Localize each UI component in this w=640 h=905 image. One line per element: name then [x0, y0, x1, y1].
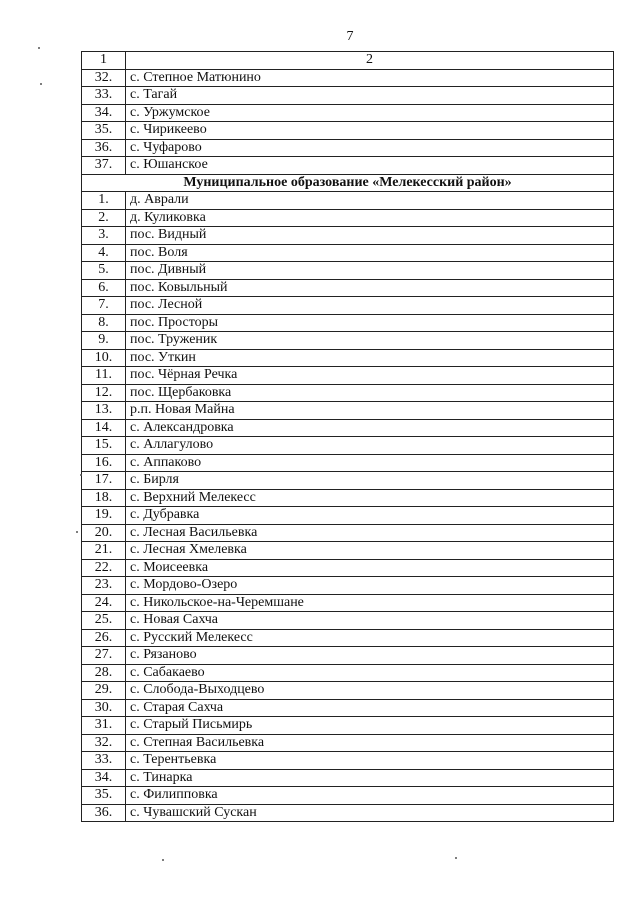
table-row	[82, 87, 614, 105]
row-number: 34.	[82, 104, 126, 122]
row-number: 20.	[82, 524, 126, 542]
row-number: 3.	[82, 227, 126, 245]
table-row	[82, 647, 614, 665]
row-number: 33.	[82, 87, 126, 105]
table-row	[82, 139, 614, 157]
settlement-name: с. Бирля	[126, 472, 614, 490]
settlement-name: пос. Уткин	[126, 349, 614, 367]
table-row	[82, 437, 614, 455]
settlement-name: с. Аллагулово	[126, 437, 614, 455]
table-row	[82, 419, 614, 437]
row-number: 34.	[82, 769, 126, 787]
settlement-name: пос. Воля	[126, 244, 614, 262]
row-number: 4.	[82, 244, 126, 262]
settlement-name: с. Уржумское	[126, 104, 614, 122]
table-row	[82, 612, 614, 630]
settlement-name: с. Верхний Мелекесс	[126, 489, 614, 507]
table-row	[82, 594, 614, 612]
row-number: 23.	[82, 577, 126, 595]
settlement-name: пос. Чёрная Речка	[126, 367, 614, 385]
table-row	[82, 507, 614, 525]
settlement-name: с. Русский Мелекесс	[126, 629, 614, 647]
row-number: 32.	[82, 734, 126, 752]
table-row	[82, 262, 614, 280]
settlement-name: пос. Просторы	[126, 314, 614, 332]
table-row	[82, 157, 614, 175]
settlement-name: с. Чуфарово	[126, 139, 614, 157]
row-number: 22.	[82, 559, 126, 577]
table-row	[82, 314, 614, 332]
row-number: 36.	[82, 139, 126, 157]
row-number: 28.	[82, 664, 126, 682]
settlement-name: пос. Видный	[126, 227, 614, 245]
settlement-name: пос. Ковыльный	[126, 279, 614, 297]
settlement-name: с. Аппаково	[126, 454, 614, 472]
settlement-name: с. Терентьевка	[126, 752, 614, 770]
page-number: 7	[346, 29, 354, 44]
table-row	[82, 279, 614, 297]
row-number: 18.	[82, 489, 126, 507]
settlement-name: с. Сабакаево	[126, 664, 614, 682]
table-row	[82, 559, 614, 577]
settlement-name: с. Слобода-Выходцево	[126, 682, 614, 700]
row-number: 17.	[82, 472, 126, 490]
row-number: 13.	[82, 402, 126, 420]
table-row	[82, 384, 614, 402]
header-col-number: 1	[82, 52, 126, 70]
table-row	[82, 664, 614, 682]
settlement-name: с. Степное Матюнино	[126, 69, 614, 87]
row-number: 27.	[82, 647, 126, 665]
settlements-table-body	[82, 52, 614, 822]
scan-speck	[38, 47, 40, 49]
settlement-name: пос. Дивный	[126, 262, 614, 280]
row-number: 31.	[82, 717, 126, 735]
row-number: 14.	[82, 419, 126, 437]
settlement-name: с. Дубравка	[126, 507, 614, 525]
table-row	[82, 804, 614, 822]
section-heading-row	[82, 174, 614, 192]
table-row	[82, 542, 614, 560]
row-number: 2.	[82, 209, 126, 227]
settlement-name: с. Рязаново	[126, 647, 614, 665]
row-number: 15.	[82, 437, 126, 455]
settlement-name: с. Тинарка	[126, 769, 614, 787]
settlement-name: с. Степная Васильевка	[126, 734, 614, 752]
scan-speck	[162, 859, 164, 861]
scan-speck	[40, 83, 42, 85]
row-number: 19.	[82, 507, 126, 525]
table-row	[82, 699, 614, 717]
table-row	[82, 489, 614, 507]
settlement-name: с. Моисеевка	[126, 559, 614, 577]
table-row	[82, 367, 614, 385]
table-row	[82, 244, 614, 262]
row-number: 1.	[82, 192, 126, 210]
table-row	[82, 717, 614, 735]
table-row	[82, 227, 614, 245]
settlement-name: с. Чирикеево	[126, 122, 614, 140]
row-number: 24.	[82, 594, 126, 612]
table-row	[82, 734, 614, 752]
settlement-name: пос. Лесной	[126, 297, 614, 315]
section-heading: Муниципальное образование «Мелекесский район»	[82, 174, 614, 192]
row-number: 10.	[82, 349, 126, 367]
table-row	[82, 297, 614, 315]
row-number: 6.	[82, 279, 126, 297]
table-row	[82, 69, 614, 87]
row-number: 30.	[82, 699, 126, 717]
table-row	[82, 472, 614, 490]
row-number: 11.	[82, 367, 126, 385]
table-row	[82, 682, 614, 700]
table-row	[82, 402, 614, 420]
row-number: 35.	[82, 122, 126, 140]
row-number: 9.	[82, 332, 126, 350]
settlement-name: д. Аврали	[126, 192, 614, 210]
settlement-name: с. Александровка	[126, 419, 614, 437]
table-row	[82, 629, 614, 647]
row-number: 7.	[82, 297, 126, 315]
row-number: 16.	[82, 454, 126, 472]
table-row	[82, 192, 614, 210]
row-number: 29.	[82, 682, 126, 700]
settlement-name: с. Юшанское	[126, 157, 614, 175]
row-number: 36.	[82, 804, 126, 822]
table-row	[82, 104, 614, 122]
row-number: 12.	[82, 384, 126, 402]
table-row	[82, 209, 614, 227]
settlement-name: с. Лесная Васильевка	[126, 524, 614, 542]
table-row	[82, 524, 614, 542]
scan-speck	[455, 857, 457, 859]
settlement-name: с. Никольское-на-Черемшане	[126, 594, 614, 612]
settlement-name: с. Старая Сахча	[126, 699, 614, 717]
row-number: 5.	[82, 262, 126, 280]
settlement-name: д. Куликовка	[126, 209, 614, 227]
row-number: 33.	[82, 752, 126, 770]
table-header-row	[82, 52, 614, 70]
settlement-name: пос. Труженик	[126, 332, 614, 350]
settlement-name: с. Старый Письмирь	[126, 717, 614, 735]
row-number: 21.	[82, 542, 126, 560]
row-number: 32.	[82, 69, 126, 87]
settlements-table	[81, 51, 614, 822]
table-row	[82, 769, 614, 787]
settlement-name: с. Филипповка	[126, 787, 614, 805]
settlement-name: с. Мордово-Озеро	[126, 577, 614, 595]
row-number: 26.	[82, 629, 126, 647]
table-row	[82, 577, 614, 595]
settlement-name: р.п. Новая Майна	[126, 402, 614, 420]
settlement-name: с. Новая Сахча	[126, 612, 614, 630]
scan-speck	[80, 474, 82, 476]
header-col-name: 2	[126, 52, 614, 70]
row-number: 35.	[82, 787, 126, 805]
table-row	[82, 122, 614, 140]
table-row	[82, 349, 614, 367]
row-number: 8.	[82, 314, 126, 332]
table-row	[82, 752, 614, 770]
settlement-name: с. Тагай	[126, 87, 614, 105]
scan-speck	[76, 531, 78, 533]
row-number: 37.	[82, 157, 126, 175]
settlement-name: с. Лесная Хмелевка	[126, 542, 614, 560]
settlement-name: с. Чувашский Сускан	[126, 804, 614, 822]
table-row	[82, 332, 614, 350]
settlement-name: пос. Щербаковка	[126, 384, 614, 402]
row-number: 25.	[82, 612, 126, 630]
table-row	[82, 454, 614, 472]
table-row	[82, 787, 614, 805]
